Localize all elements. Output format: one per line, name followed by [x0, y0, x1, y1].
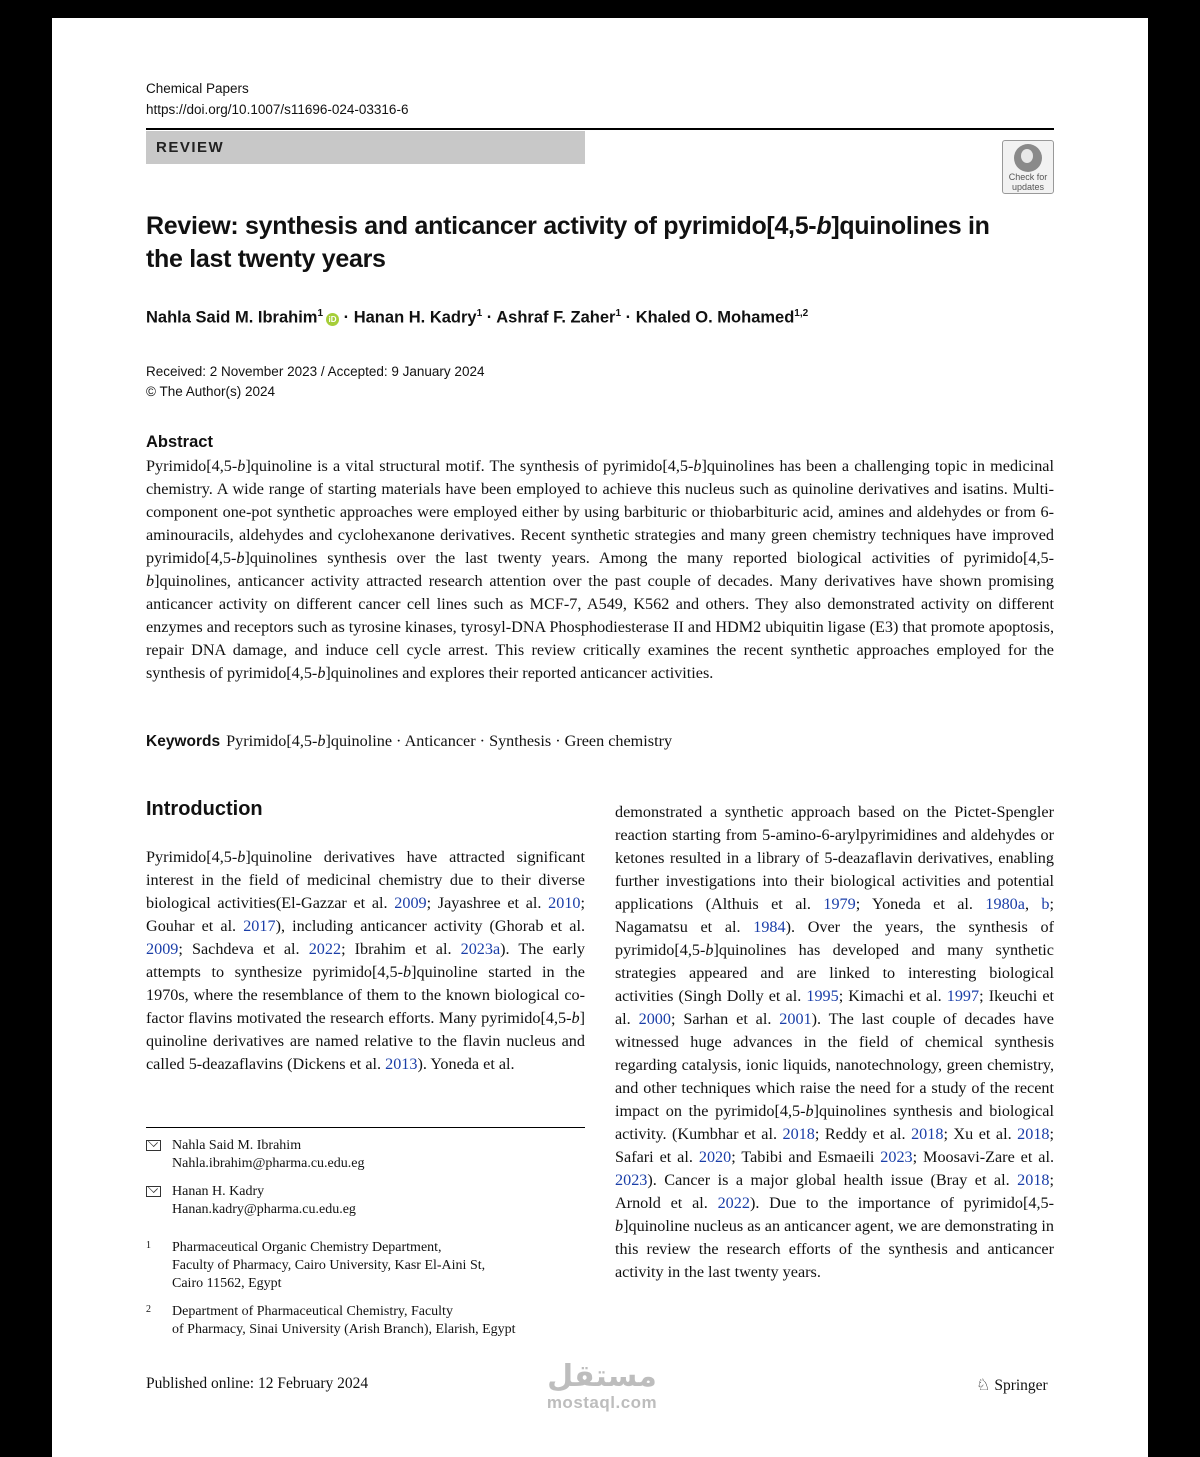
footnote-rule — [146, 1127, 585, 1128]
contact-2 — [146, 1183, 585, 1219]
abstract-heading: Abstract — [146, 433, 213, 451]
article-dates — [146, 362, 484, 402]
keywords-list: Pyrimido[4,5-b]quinoline · Anticancer · Synthesis · Green chemistry — [226, 732, 673, 750]
check-for-updates-badge[interactable] — [1002, 140, 1054, 194]
affiliation-2 — [146, 1303, 585, 1339]
contact-name: Hanan H. Kadry — [172, 1184, 265, 1199]
envelope-icon — [146, 1140, 161, 1151]
check-updates-line1: Check for — [1008, 172, 1048, 182]
watermark-latin: mostaql.com — [546, 1393, 658, 1412]
affiliation-line: of Pharmacy, Sinai University (Arish Branch), Elarish, Egypt — [172, 1322, 516, 1337]
affiliation-number: 2 — [146, 1304, 151, 1315]
author-affiliation: 1,2 — [794, 308, 809, 319]
springer-horse-icon: ♘ — [976, 1377, 991, 1394]
citation-link[interactable]: 2023 — [615, 1171, 648, 1189]
affiliation-number: 1 — [146, 1240, 151, 1251]
citation-link[interactable]: 2022 — [308, 940, 342, 958]
section-label: REVIEW — [156, 139, 225, 156]
journal-name: Chemical Papers — [146, 81, 249, 96]
watermark — [522, 1360, 682, 1412]
contact-email[interactable]: Nahla.ibrahim@pharma.cu.edu.eg — [172, 1156, 365, 1171]
affiliation-line: Faculty of Pharmacy, Cairo University, Kasr El-Aini St, — [172, 1258, 486, 1273]
abstract-text: Pyrimido[4,5-b]quinoline is a vital structural motif. The synthesis of pyrimido[4,5-b]quinolines has been a challenging topic in medicinal chemistry. A wide range of starting materials have been employed to achieve this nucleus such as quinoline derivatives and isatins. Multi-component one-pot synthetic approaches were employed either by using barbituric or thiobarbituric acid, amines and aldehydes or from 6-aminouracils, aldehydes and cyclohexanone derivatives. Recent synthetic strategies and many green chemistry techniques have improved pyrimido[4,5-b]quinolines synthesis over the last twenty years. Among the many reported biological activities of pyrimido[4,5-b]quinolines, anticancer activity attracted research attention over the past couple of decades. Many derivatives have shown promising anticancer activity on different cancer cell lines such as MCF-7, A549, K562 and others. They also demonstrated activity on different enzymes and receptors such as tyrosine kinases, tyrosyl-DNA Phosphodiesterase II and HDM2 ubiquitin ligase (E3) that promote apoptosis, repair DNA damage, and induce cell cycle arrest. This review critically examines the recent synthetic approaches employed for the synthesis of pyrimido[4,5-b]quinolines and explores their reported anticancer activities. — [146, 457, 1054, 682]
author-separator: · — [343, 308, 350, 327]
author-name[interactable]: Nahla Said M. Ibrahim — [146, 308, 318, 327]
citation-link[interactable]: 2020 — [698, 1148, 732, 1166]
keywords-label: Keywords — [146, 733, 221, 750]
author-separator: · — [486, 308, 493, 327]
affiliation-line: Pharmaceutical Organic Chemistry Department, — [172, 1240, 442, 1255]
affiliation-line: Cairo 11562, Egypt — [172, 1276, 282, 1291]
title-part2: ]quinolines in the last twenty years — [146, 212, 990, 273]
author-list — [146, 308, 808, 328]
author-name[interactable]: Khaled O. Mohamed — [635, 308, 795, 327]
citation-link[interactable]: 2009 — [146, 940, 179, 958]
contact-1 — [146, 1137, 585, 1173]
publisher-logo — [976, 1375, 1048, 1395]
orcid-icon[interactable]: iD — [326, 313, 339, 326]
copyright: © The Author(s) 2024 — [146, 384, 276, 399]
author-name[interactable]: Ashraf F. Zaher — [496, 308, 616, 327]
citation-link[interactable]: 2001 — [779, 1010, 812, 1028]
title-italic: b — [816, 212, 832, 240]
citation-link[interactable]: 2000 — [638, 1010, 671, 1028]
received-accepted: Received: 2 November 2023 / Accepted: 9 January 2024 — [146, 364, 485, 379]
citation-link[interactable]: 2023 — [880, 1148, 913, 1166]
intro-left-column: Pyrimido[4,5-b]quinoline derivatives have attracted significant interest in the field of medicinal chemistry due to their diverse biological activities(El-Gazzar et al. 2009; Jayashree et al. 2010; Gouhar et al. 2017), including anticancer activity (Ghorab et al. 2009; Sachdeva et al. 2022; Ibrahim et al. 2023a). The early attempts to synthesize pyrimido[4,5-b]quinoline started in the 1970s, where the resemblance of them to the known biological co-factor flavins motivated the research efforts. Many pyrimido[4,5-b] quinoline derivatives are named relative to the flavin nucleus and called 5-deazaflavins (Dickens et al. 2013). Yoneda et al. — [146, 848, 586, 1073]
author-affiliation: 1 — [317, 308, 324, 319]
contact-name: Nahla Said M. Ibrahim — [172, 1138, 302, 1153]
intro-right-column: demonstrated a synthetic approach based on the Pictet-Spengler reaction starting from 5-amino-6-arylpyrimidines and aldehydes or ketones resulted in a library of 5-deazaflavin derivatives, enabling further investigations into their biological activities and potential applications (Althuis et al. 1979; Yoneda et al. 1980a, b; Nagamatsu et al. 1984). Over the years, the synthesis of pyrimido[4,5-b]quinolines has developed and many synthetic strategies appeared and are linked to interesting biological activities (Singh Dolly et al. 1995; Kimachi et al. 1997; Ikeuchi et al. 2000; Sarhan et al. 2001). The last couple of decades have witnessed huge advances in the field of chemical synthesis regarding catalysis, ionic liquids, nanotechnology, green chemistry, and other techniques which raise the need for a study of the recent impact on the pyrimido[4,5-b]quinolines synthesis and biological activity. (Kumbhar et al. 2018; Reddy et al. 2018; Xu et al. 2018; Safari et al. 2020; Tabibi and Esmaeili 2023; Moosavi-Zare et al. 2023). Cancer is a major global health issue (Bray et al. 2018; Arnold et al. 2022). Due to the importance of pyrimido[4,5-b]quinoline nucleus as an anticancer agent, we are demonstrating in this review the research efforts of the synthesis and anticancer activity in the last twenty years. — [615, 803, 1055, 1281]
affiliation-1 — [146, 1239, 585, 1293]
citation-link[interactable]: 1984 — [753, 918, 786, 936]
citation-link[interactable]: 2013 — [385, 1055, 418, 1073]
author-affiliation: 1 — [615, 308, 621, 319]
citation-link[interactable]: 2018 — [782, 1125, 815, 1143]
check-updates-icon — [1014, 144, 1042, 172]
section-banner — [146, 131, 585, 164]
publisher-name: Springer — [994, 1377, 1048, 1394]
citation-link[interactable]: 2017 — [243, 917, 276, 935]
header-rule — [146, 128, 1054, 130]
contact-email[interactable]: Hanan.kadry@pharma.cu.edu.eg — [172, 1202, 356, 1217]
envelope-icon — [146, 1186, 161, 1197]
affiliation-line: Department of Pharmaceutical Chemistry, Faculty — [172, 1304, 453, 1319]
title-part1: Review: synthesis and anticancer activity of pyrimido[4,5- — [146, 212, 817, 240]
citation-link[interactable]: 1997 — [946, 987, 980, 1005]
doi-link[interactable]: https://doi.org/10.1007/s11696-024-03316-6 — [146, 102, 409, 117]
citation-link[interactable]: 2018 — [911, 1125, 944, 1143]
citation-link[interactable]: 1995 — [806, 987, 839, 1005]
journal-info — [146, 78, 408, 120]
citation-link[interactable]: 2022 — [717, 1194, 750, 1212]
keywords — [146, 732, 672, 751]
introduction-heading: Introduction — [146, 798, 263, 820]
check-updates-line2: updates — [1011, 181, 1045, 192]
watermark-arabic: مستقل — [547, 1359, 657, 1394]
citation-link[interactable]: 2018 — [1017, 1125, 1050, 1143]
paper-page — [52, 18, 1148, 1457]
citation-link[interactable]: 2010 — [548, 894, 581, 912]
citation-link[interactable]: 2009 — [394, 894, 427, 912]
citation-link[interactable]: 1980a — [985, 895, 1025, 913]
article-title — [146, 210, 1026, 276]
citation-link[interactable]: 2018 — [1017, 1171, 1050, 1189]
author-separator: · — [625, 308, 632, 327]
citation-link[interactable]: 2023a — [460, 940, 501, 958]
published-date: Published online: 12 February 2024 — [146, 1375, 369, 1392]
author-name[interactable]: Hanan H. Kadry — [353, 308, 477, 327]
citation-link[interactable]: 1979 — [823, 895, 856, 913]
author-affiliation: 1 — [476, 308, 483, 319]
citation-link[interactable]: b — [1041, 895, 1050, 913]
